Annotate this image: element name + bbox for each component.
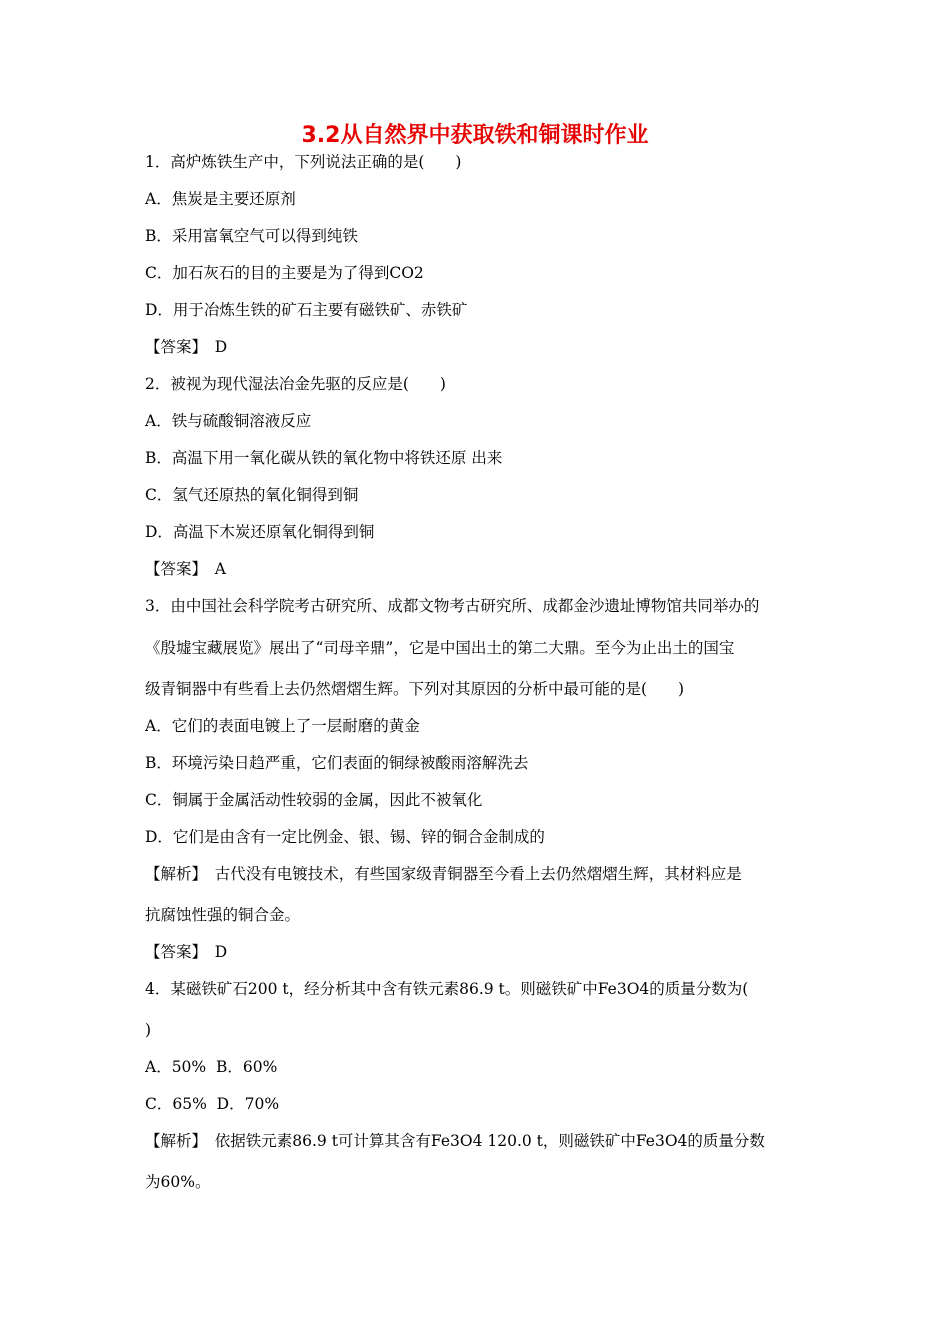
question-4-analysis-line-2: 为60%。: [145, 1173, 211, 1191]
question-2-stem: 2．被视为现代湿法冶金先驱的反应是( ): [145, 375, 446, 393]
question-1-option-c: C．加石灰石的目的主要是为了得到CO2: [145, 264, 424, 282]
question-4-analysis-line-1: 【解析】 依据铁元素86.9 t可计算其含有Fe3O4 120.0 t，则磁铁矿中Fe3O4的质量分数: [145, 1132, 765, 1150]
question-2-answer: 【答案】 A: [145, 560, 226, 578]
question-1-option-a: A．焦炭是主要还原剂: [145, 190, 296, 208]
question-2-option-d: D．高温下木炭还原氧化铜得到铜: [145, 523, 375, 541]
question-3-stem-line-2: 《殷墟宝藏展览》展出了“司母辛鼎”，它是中国出土的第二大鼎。至今为止出土的国宝: [145, 639, 735, 657]
question-1-stem: 1．高炉炼铁生产中，下列说法正确的是( ): [145, 153, 462, 171]
question-1-option-b: B．采用富氧空气可以得到纯铁: [145, 227, 358, 245]
question-3-option-a: A．它们的表面电镀上了一层耐磨的黄金: [145, 717, 420, 735]
question-1-option-d: D．用于冶炼生铁的矿石主要有磁铁矿、赤铁矿: [145, 301, 468, 319]
question-3-stem-line-3: 级青铜器中有些看上去仍然熠熠生辉。下列对其原因的分析中最可能的是( ): [145, 680, 685, 698]
question-4-options-cd: C．65% D．70%: [145, 1095, 280, 1113]
question-2-option-a: A．铁与硫酸铜溶液反应: [145, 412, 312, 430]
question-4-stem-line-2: ): [145, 1021, 152, 1039]
question-2-option-b: B．高温下用一氧化碳从铁的氧化物中将铁还原 出来: [145, 449, 503, 467]
question-3-option-c: C．铜属于金属活动性较弱的金属，因此不被氧化: [145, 791, 483, 809]
question-3-answer: 【答案】 D: [145, 943, 228, 961]
question-3-stem-line-1: 3．由中国社会科学院考古研究所、成都文物考古研究所、成都金沙遗址博物馆共同举办的: [145, 597, 760, 615]
question-1-answer: 【答案】 D: [145, 338, 228, 356]
question-3-analysis-line-2: 抗腐蚀性强的铜合金。: [145, 906, 301, 924]
question-4-options-ab: A．50% B．60%: [145, 1058, 278, 1076]
question-4-stem-line-1: 4．某磁铁矿石200 t，经分析其中含有铁元素86.9 t。则磁铁矿中Fe3O4的质量分数为(: [145, 980, 749, 998]
question-2-option-c: C．氢气还原热的氧化铜得到铜: [145, 486, 359, 504]
document-title: 3.2从自然界中获取铁和铜课时作业: [301, 123, 649, 148]
question-3-option-b: B．环境污染日趋严重，它们表面的铜绿被酸雨溶解洗去: [145, 754, 529, 772]
question-3-option-d: D．它们是由含有一定比例金、银、锡、锌的铜合金制成的: [145, 828, 545, 846]
question-3-analysis-line-1: 【解析】 古代没有电镀技术，有些国家级青铜器至今看上去仍然熠熠生辉，其材料应是: [145, 865, 742, 883]
